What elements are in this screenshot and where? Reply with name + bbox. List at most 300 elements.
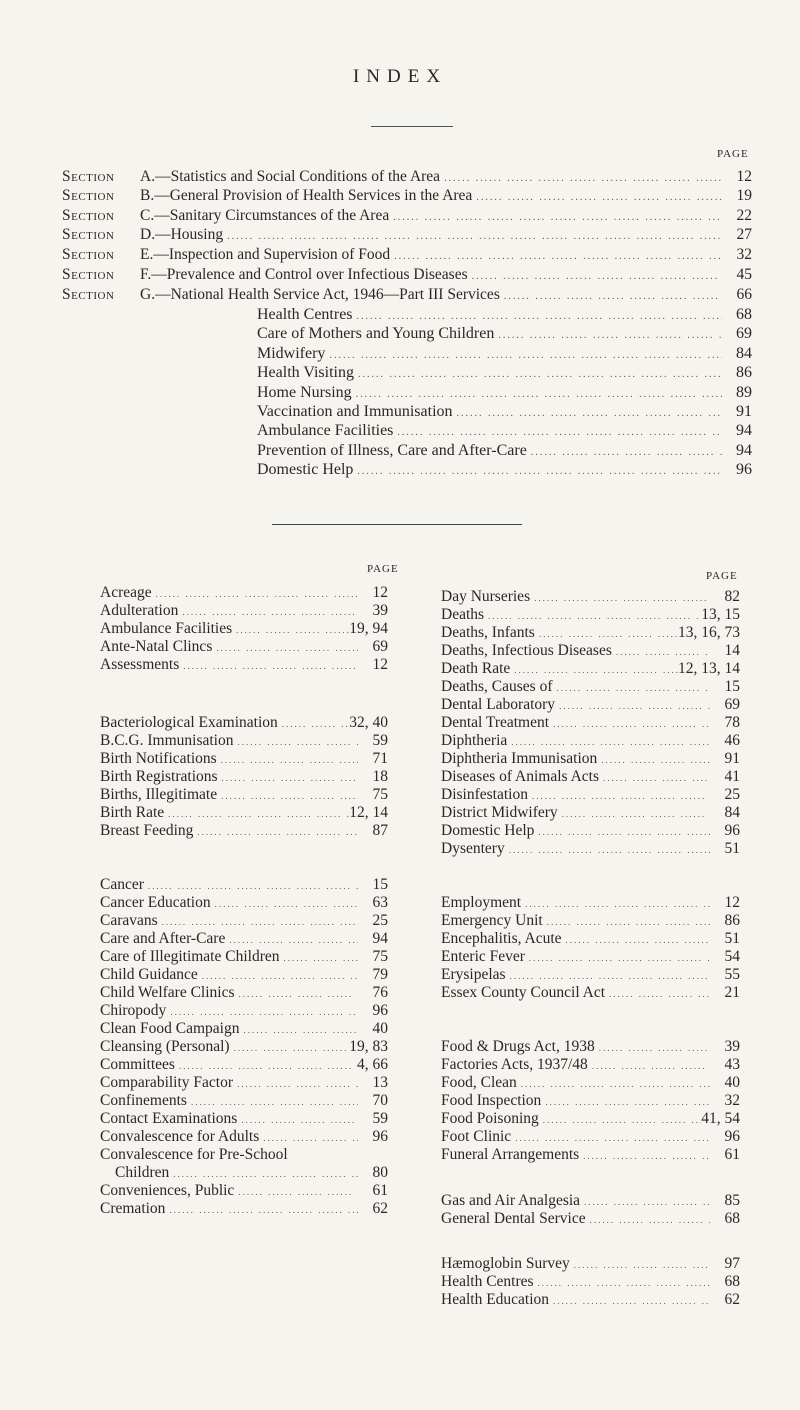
index-term: Birth Rate [100, 804, 165, 821]
dot-leader [521, 899, 710, 909]
index-entry[interactable] [441, 786, 740, 804]
index-entry[interactable] [100, 584, 388, 602]
dot-leader [164, 809, 349, 819]
index-page: 41 [724, 768, 740, 785]
section-label: Section [62, 187, 115, 204]
dot-leader [549, 1296, 710, 1306]
index-term: Committees [100, 1056, 175, 1073]
dot-leader [259, 1133, 358, 1143]
dot-leader [599, 773, 710, 783]
index-entry[interactable] [100, 638, 388, 656]
index-entry[interactable] [441, 606, 740, 624]
index-page: 71 [372, 750, 388, 767]
index-entry[interactable] [441, 930, 740, 948]
section-page: 32 [736, 246, 752, 263]
index-term: Birth Registrations [100, 768, 218, 785]
dot-leader [535, 629, 678, 639]
dot-leader [528, 791, 710, 801]
index-term: Deaths [441, 606, 485, 623]
index-page: 12, 14 [349, 804, 388, 821]
index-entry[interactable] [441, 966, 740, 984]
index-entry[interactable] [100, 966, 388, 984]
index-page: 12 [372, 584, 388, 601]
dot-leader [279, 953, 358, 963]
index-entry[interactable] [441, 750, 740, 768]
dot-leader [555, 701, 710, 711]
subsection-entry[interactable] [257, 325, 752, 344]
subsection-title: Vaccination and Immunisation [257, 403, 453, 420]
index-page: 51 [724, 930, 740, 947]
dot-leader [198, 971, 358, 981]
index-page: 69 [372, 638, 388, 655]
index-entry[interactable] [441, 624, 740, 642]
index-entry[interactable] [441, 840, 740, 858]
index-page: 85 [724, 1192, 740, 1209]
index-term: Chiropody [100, 1002, 167, 1019]
section-page: 19 [736, 187, 752, 204]
index-term: Deaths, Infants [441, 624, 535, 641]
index-term: Care of Illegitimate Children [100, 948, 280, 965]
page-title: INDEX [352, 66, 448, 87]
index-entry[interactable] [441, 768, 740, 786]
index-page: 32 [724, 1092, 740, 1109]
index-entry[interactable] [100, 1056, 388, 1074]
index-term: Ambulance Facilities [100, 620, 233, 637]
subsection-page: 68 [736, 306, 752, 323]
index-entry[interactable] [441, 732, 740, 750]
index-page: 94 [372, 930, 388, 947]
index-term: B.C.G. Immunisation [100, 732, 234, 749]
index-page: 62 [724, 1291, 740, 1308]
dot-leader [472, 192, 722, 203]
dot-leader [144, 881, 358, 891]
index-entry[interactable] [100, 1182, 388, 1200]
index-entry[interactable] [441, 822, 740, 840]
index-entry[interactable] [100, 1200, 388, 1218]
index-page: 79 [372, 966, 388, 983]
dot-leader [165, 1205, 358, 1215]
dot-leader [217, 755, 358, 765]
index-entry[interactable] [441, 912, 740, 930]
index-page: 14 [724, 642, 740, 659]
index-page: 12 [724, 894, 740, 911]
subsection-page: 69 [736, 325, 752, 343]
dot-leader [525, 953, 710, 963]
dot-leader [325, 350, 722, 361]
dot-leader [530, 593, 710, 603]
index-entry[interactable] [441, 1291, 740, 1309]
dot-leader [506, 971, 710, 981]
section-entry[interactable] [62, 286, 752, 306]
dot-leader [234, 1187, 358, 1197]
section-title: G.—National Health Service Act, 1946—Part III Services [140, 286, 500, 303]
dot-leader [235, 989, 359, 999]
subsection-entry[interactable] [257, 364, 752, 383]
index-term: Hæmoglobin Survey [441, 1255, 570, 1272]
section-label: Section [62, 246, 115, 263]
dot-leader [390, 251, 722, 262]
section-label: Section [62, 168, 115, 185]
dot-leader [558, 809, 710, 819]
index-page: 12 [372, 656, 388, 673]
dot-leader [278, 719, 349, 729]
subsection-page: 89 [736, 383, 752, 401]
index-entry[interactable] [100, 786, 388, 804]
section-entry[interactable] [62, 246, 752, 266]
subsection-title: Health Visiting [257, 364, 354, 382]
index-page: 75 [372, 786, 388, 803]
index-entry[interactable] [441, 1110, 740, 1128]
dot-leader [541, 1097, 710, 1107]
subsection-title: Care of Mothers and Young Children [257, 325, 495, 343]
section-label: Section [62, 266, 115, 283]
index-entry[interactable] [100, 620, 388, 638]
subsection-entry[interactable] [257, 461, 752, 480]
dot-leader [595, 1043, 710, 1053]
index-page: 62 [372, 1200, 388, 1217]
index-entry[interactable] [100, 768, 388, 786]
index-page: 13, 16, 73 [678, 624, 740, 641]
index-page: 96 [372, 1002, 388, 1019]
index-entry[interactable] [441, 984, 740, 1002]
index-entry[interactable] [100, 822, 388, 840]
dot-leader [178, 607, 358, 617]
index-term: Dental Laboratory [441, 696, 556, 713]
section-title: C.—Sanitary Circumstances of the Area [140, 207, 390, 224]
index-entry[interactable] [100, 894, 388, 912]
dot-leader [166, 1007, 358, 1017]
index-term: Adulteration [100, 602, 179, 619]
subsection-title: Prevention of Illness, Care and After-Care [257, 441, 527, 459]
dot-leader [187, 1097, 358, 1107]
index-page: 59 [372, 1110, 388, 1127]
section-title: F.—Prevalence and Control over Infectious Diseases [140, 266, 468, 283]
index-term: Death Rate [441, 660, 511, 677]
index-entry[interactable] [441, 642, 740, 660]
index-page: 97 [724, 1255, 740, 1272]
subsection-entry[interactable] [257, 384, 752, 403]
index-entry[interactable] [100, 930, 388, 948]
index-entry[interactable] [441, 894, 740, 912]
index-entry[interactable] [441, 1092, 740, 1110]
dot-leader [510, 665, 678, 675]
dot-leader [158, 917, 358, 927]
dot-leader [193, 827, 358, 837]
index-term: Foot Clinic [441, 1128, 512, 1145]
dot-leader [230, 1043, 350, 1053]
index-term: Acreage [100, 584, 152, 601]
dot-leader [494, 330, 722, 341]
section-page: 45 [736, 266, 752, 283]
index-entry[interactable] [100, 876, 388, 894]
index-page: 86 [724, 912, 740, 929]
dot-leader [218, 773, 358, 783]
index-page: 18 [372, 768, 388, 785]
index-page: 75 [372, 948, 388, 965]
index-entry[interactable] [100, 1020, 388, 1038]
index-entry[interactable] [100, 912, 388, 930]
dot-leader [534, 827, 710, 837]
index-term: Child Guidance [100, 966, 198, 983]
index-entry[interactable] [441, 1038, 740, 1056]
index-term: Bacteriological Examination [100, 714, 278, 731]
index-term: Health Centres [441, 1273, 534, 1290]
dot-leader [527, 447, 722, 458]
index-entry[interactable] [441, 1255, 740, 1273]
dot-leader [223, 231, 722, 242]
index-page: 13, 15 [701, 606, 740, 623]
index-page: 63 [372, 894, 388, 911]
index-term: Diphtheria Immunisation [441, 750, 598, 767]
subsection-entry[interactable] [257, 442, 752, 461]
subsection-page: 86 [736, 364, 752, 382]
dot-leader [511, 1133, 710, 1143]
section-entry[interactable] [62, 266, 752, 286]
index-term: Cancer [100, 876, 144, 893]
index-page: 13 [372, 1074, 388, 1091]
dot-leader [211, 899, 358, 909]
index-term: Funeral Arrangements [441, 1146, 580, 1163]
index-entry[interactable] [100, 1128, 388, 1146]
index-term: Dysentery [441, 840, 505, 857]
index-page: 59 [372, 732, 388, 749]
index-entry[interactable] [100, 1074, 388, 1092]
section-entry[interactable] [62, 207, 752, 227]
dot-leader [212, 643, 358, 653]
index-page: 96 [724, 1128, 740, 1145]
dot-leader [549, 719, 710, 729]
index-term: Convalescence for Adults [100, 1128, 260, 1145]
dot-leader [570, 1260, 710, 1270]
index-entry[interactable] [100, 1092, 388, 1110]
subsection-title: Midwifery [257, 344, 326, 362]
subsection-entry[interactable] [257, 345, 752, 364]
index-term: Food, Clean [441, 1074, 517, 1091]
index-term: Cleansing (Personal) [100, 1038, 230, 1055]
index-page: 43 [724, 1056, 740, 1073]
index-term: Assessments [100, 656, 180, 673]
index-term: Food Poisoning [441, 1110, 539, 1127]
dot-leader [543, 917, 710, 927]
index-page: 19, 83 [349, 1038, 388, 1055]
index-page: 61 [372, 1182, 388, 1199]
dot-leader [507, 737, 710, 747]
subsection-title: Ambulance Facilities [257, 422, 394, 440]
index-entry[interactable] [441, 588, 740, 606]
dot-leader [605, 989, 710, 999]
index-term: Caravans [100, 912, 158, 929]
index-page: 76 [372, 984, 388, 1001]
index-entry[interactable] [100, 1110, 388, 1128]
dot-leader [233, 1079, 358, 1089]
subsection-entry[interactable] [257, 403, 752, 422]
index-term: Enteric Fever [441, 948, 525, 965]
index-entry[interactable] [441, 948, 740, 966]
index-term: Food & Drugs Act, 1938 [441, 1038, 595, 1055]
index-page: 68 [724, 1210, 740, 1227]
index-term: Comparability Factor [100, 1074, 234, 1091]
index-entry[interactable] [100, 948, 388, 966]
index-entry[interactable] [441, 804, 740, 822]
subsection-page: 84 [736, 344, 752, 362]
index-entry[interactable] [441, 678, 740, 696]
dot-leader [393, 427, 722, 438]
index-page: 96 [724, 822, 740, 839]
index-term: Essex County Council Act [441, 984, 606, 1001]
index-term: Confinements [100, 1092, 187, 1109]
page-column-header: PAGE [717, 148, 749, 160]
index-entry[interactable] [100, 984, 388, 1002]
index-entry[interactable] [441, 660, 740, 678]
dot-leader [500, 291, 722, 302]
section-label: Section [62, 207, 115, 224]
index-page: 39 [724, 1038, 740, 1055]
index-term: Conveniences, Public [100, 1182, 235, 1199]
dot-leader [586, 1215, 710, 1225]
index-entry[interactable] [100, 1164, 388, 1182]
section-entry[interactable] [62, 226, 752, 246]
subsection-entry[interactable] [257, 306, 752, 325]
dot-leader [579, 1151, 710, 1161]
index-page: 55 [724, 966, 740, 983]
index-page: 96 [372, 1128, 388, 1145]
dot-leader [240, 1025, 359, 1035]
section-page: 27 [736, 226, 752, 243]
dot-leader [580, 1197, 710, 1207]
dot-leader [169, 1169, 358, 1179]
index-entry[interactable] [441, 714, 740, 732]
index-term: Deaths, Causes of [441, 678, 553, 695]
dot-leader [152, 589, 358, 599]
index-entry[interactable] [441, 1192, 740, 1210]
index-entry[interactable] [100, 750, 388, 768]
subsection-title: Health Centres [257, 306, 353, 323]
index-page: 25 [372, 912, 388, 929]
dot-leader [534, 1278, 710, 1288]
index-term: Food Inspection [441, 1092, 542, 1109]
right-page-header: PAGE [706, 570, 738, 582]
index-term: Child Welfare Clinics [100, 984, 235, 1001]
index-term: Birth Notifications [100, 750, 217, 767]
index-page: 39 [372, 602, 388, 619]
section-title: D.—Housing [140, 226, 224, 243]
index-entry[interactable] [100, 656, 388, 674]
index-term: Day Nurseries [441, 588, 531, 605]
index-entry[interactable] [441, 1128, 740, 1146]
index-entry[interactable] [100, 1038, 388, 1056]
index-page: 70 [372, 1092, 388, 1109]
index-term: Domestic Help [441, 822, 535, 839]
middle-divider [272, 524, 522, 525]
index-page: 46 [724, 732, 740, 749]
index-term: Clean Food Campaign [100, 1020, 240, 1037]
index-page: 80 [372, 1164, 388, 1181]
index-term: Ante-Natal Clincs [100, 638, 213, 655]
index-page: 91 [724, 750, 740, 767]
index-page: 12, 13, 14 [678, 660, 740, 677]
dot-leader [505, 845, 710, 855]
subsection-page: 91 [736, 403, 752, 420]
index-term: Cancer Education [100, 894, 211, 911]
subsection-entry[interactable] [257, 422, 752, 441]
index-page: 40 [372, 1020, 388, 1037]
index-page: 61 [724, 1146, 740, 1163]
index-entry[interactable] [441, 1074, 740, 1092]
dot-leader [237, 1115, 358, 1125]
dot-leader [179, 661, 358, 671]
section-label: Section [62, 286, 115, 303]
subsection-page: 94 [736, 422, 752, 440]
section-title: B.—General Provision of Health Services in the Area [140, 187, 473, 204]
index-page: 32, 40 [349, 714, 388, 731]
dot-leader [468, 271, 722, 282]
section-entry[interactable] [62, 168, 752, 188]
index-entry[interactable] [100, 804, 388, 822]
title-divider [371, 126, 453, 127]
index-term: General Dental Service [441, 1210, 586, 1227]
index-term: Care and After-Care [100, 930, 226, 947]
index-term: Encephalitis, Acute [441, 930, 562, 947]
index-term: Dental Treatment [441, 714, 550, 731]
section-page: 22 [736, 207, 752, 224]
index-page: 51 [724, 840, 740, 857]
index-page: 40 [724, 1074, 740, 1091]
index-term: Cremation [100, 1200, 166, 1217]
section-title: A.—Statistics and Social Conditions of the Area [140, 168, 441, 185]
index-entry[interactable] [441, 696, 740, 714]
index-entry[interactable] [100, 1002, 388, 1020]
index-entry[interactable] [441, 1056, 740, 1074]
index-entry[interactable] [100, 1146, 388, 1164]
index-term: Erysipelas [441, 966, 506, 983]
subsection-page: 96 [736, 461, 752, 479]
dot-leader [562, 935, 710, 945]
index-term: Diseases of Animals Acts [441, 768, 599, 785]
index-term: Gas and Air Analgesia [441, 1192, 581, 1209]
dot-leader [225, 935, 358, 945]
dot-leader [353, 311, 722, 322]
dot-leader [612, 647, 710, 657]
index-page: 84 [724, 804, 740, 821]
section-page: 66 [736, 286, 752, 303]
dot-leader [539, 1115, 701, 1125]
index-term: Employment [441, 894, 522, 911]
index-entry[interactable] [441, 1210, 740, 1228]
index-entry[interactable] [441, 1273, 740, 1291]
index-entry[interactable] [441, 1146, 740, 1164]
subsection-title: Home Nursing [257, 383, 352, 401]
section-entry[interactable] [62, 187, 752, 207]
dot-leader [233, 737, 358, 747]
dot-leader [354, 369, 722, 380]
index-page: 15 [372, 876, 388, 893]
index-term: Births, Illegitimate [100, 786, 218, 803]
dot-leader [440, 173, 722, 184]
dot-leader [597, 755, 710, 765]
index-entry[interactable] [100, 732, 388, 750]
index-term: Convalescence for Pre-School [100, 1146, 288, 1163]
index-page: 87 [372, 822, 388, 839]
dot-leader [453, 408, 722, 419]
index-page: 41, 54 [701, 1110, 740, 1127]
index-entry[interactable] [100, 714, 388, 732]
section-title: E.—Inspection and Supervision of Food [140, 246, 391, 263]
section-label: Section [62, 226, 115, 243]
dot-leader [175, 1061, 357, 1071]
dot-leader [389, 212, 722, 223]
index-entry[interactable] [100, 602, 388, 620]
index-term: Emergency Unit [441, 912, 543, 929]
